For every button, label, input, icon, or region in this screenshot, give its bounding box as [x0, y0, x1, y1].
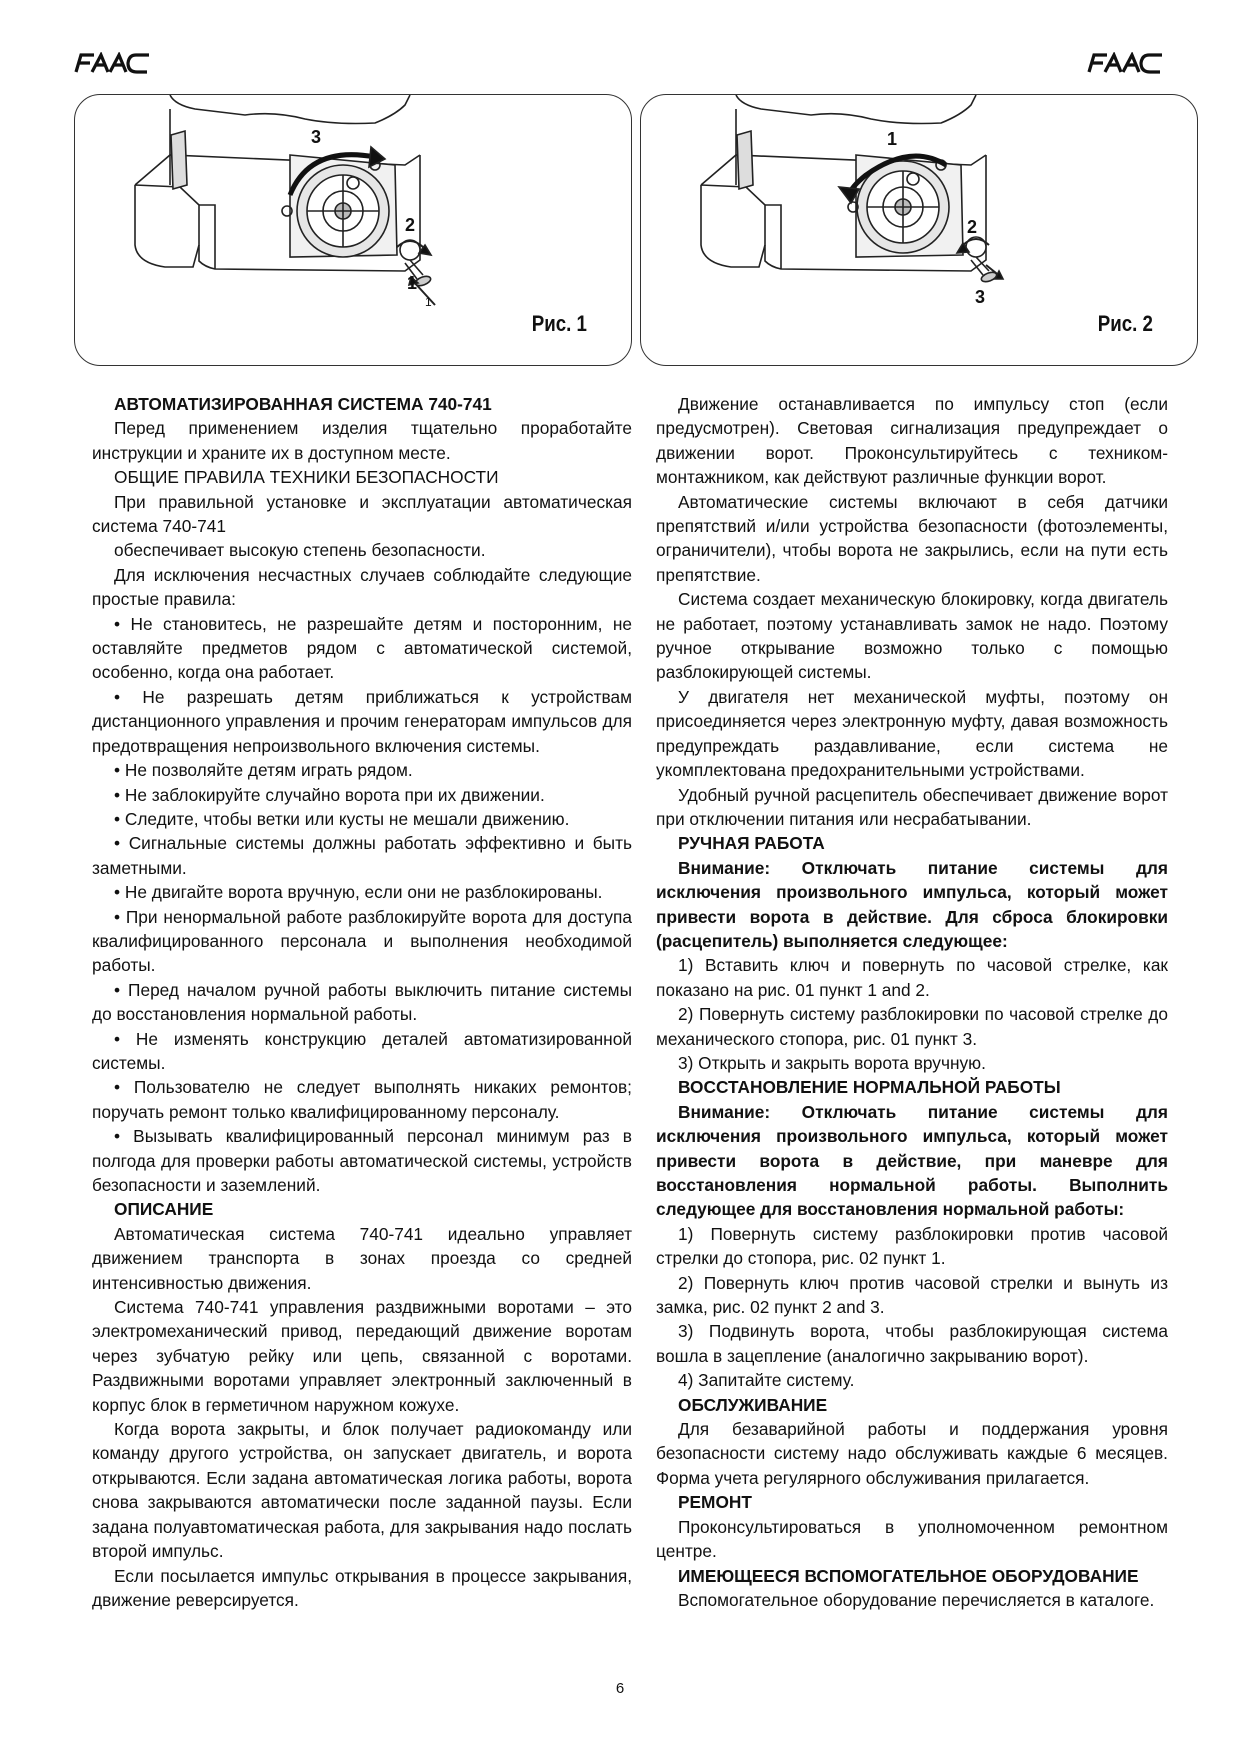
step-label-1: 1 — [887, 129, 898, 149]
paragraph: 1) Повернуть систему разблокировки против часовой стрелки до стопора, рис. 02 пункт 1. — [656, 1223, 1168, 1269]
paragraph: • При ненормальной работе разблокируйте ворота для доступа квалифицированного персонала и выполнения необходимой работы. — [92, 906, 632, 976]
paragraph: Для исключения несчастных случаев соблюдайте следующие простые правила: — [92, 564, 632, 610]
paragraph: 3) Открыть и закрыть ворота вручную. — [678, 1052, 986, 1073]
paragraph: • Перед началом ручной работы выключить питание системы до восстановления нормальной работы. — [92, 979, 632, 1025]
section-heading: РУЧНАЯ РАБОТА — [678, 833, 825, 854]
left-text-column — [92, 392, 632, 1612]
paragraph: • Вызывать квалифицированный персонал минимум раз в полгода для проверки работы автоматической системы, устройств безопасности и заземлений. — [92, 1126, 632, 1195]
paragraph: • Не изменять конструкцию деталей автоматизированной системы. — [92, 1028, 632, 1073]
faac-logo-left — [74, 52, 152, 74]
paragraph: 3) Подвинуть ворота, чтобы разблокирующая система вошла в зацепление (аналогично закрыванию ворот). — [656, 1321, 1168, 1366]
right-text-column — [656, 392, 1168, 1612]
paragraph: Когда ворота закрыты, и блок получает радиокоманду или команду другого устройства, он запускает двигатель, и ворота открываются. Если задана автоматическая логика работы, ворота снова закрываются автоматически после заданной паузы. Если задана полуавтоматическая работа, для закрывания надо послать второй импульс. — [92, 1419, 632, 1562]
paragraph: • Сигнальные системы должны работать эффективно и быть заметными. — [92, 833, 632, 878]
paragraph: обеспечивает высокую степень безопасности. — [114, 540, 486, 561]
paragraph: Автоматические системы включают в себя датчики препятствий и/или устройства безопасности (фотоэлементы, ограничители), чтобы ворота не закрылись, если на пути есть препятствие. — [656, 491, 1168, 585]
paragraph: Проконсультироваться в уполномоченном ремонтном центре. — [656, 1516, 1168, 1562]
paragraph: Автоматическая система 740-741 идеально управляет движением транспорта в зонах проезда со средней интенсивностью движения. — [92, 1223, 632, 1293]
page-number: 6 — [615, 1680, 625, 1697]
paragraph: Система создает механическую блокировку, когда двигатель не работает, поэтому устанавливать замок не надо. Поэтому ручное открывание возможно только с помощью разблокирующей системы. — [656, 589, 1168, 683]
figure-2 — [640, 94, 1198, 366]
paragraph: ОБЩИЕ ПРАВИЛА ТЕХНИКИ БЕЗОПАСНОСТИ — [114, 467, 499, 488]
paragraph: 2) Повернуть ключ против часовой стрелки и вынуть из замка, рис. 02 пункт 2 and 3. — [656, 1272, 1168, 1318]
figure-1 — [74, 94, 632, 366]
section-heading: РЕМОНТ — [678, 1492, 752, 1513]
section-heading: АВТОМАТИЗИРОВАННАЯ СИСТЕМА 740-741 — [114, 394, 492, 414]
section-heading: ОПИСАНИЕ — [114, 1199, 214, 1220]
paragraph: У двигателя нет механической муфты, поэтому он присоединяется через электронную муфту, давая возможность предупреждать раздавливание, если система не укомплектована предохранительными устройствами. — [656, 686, 1168, 781]
paragraph: • Не позволяйте детям играть рядом. — [114, 760, 413, 781]
section-heading: ОБСЛУЖИВАНИЕ — [678, 1394, 828, 1415]
paragraph: • Не двигайте ворота вручную, если они не разблокированы. — [114, 882, 603, 903]
figure-2-caption: Рис. 2 — [1097, 311, 1153, 336]
step-label-3: 3 — [975, 287, 986, 307]
paragraph: 1) Вставить ключ и повернуть по часовой стрелке, как показано на рис. 01 пункт 1 and 2. — [656, 955, 1168, 1000]
paragraph: 2) Повернуть систему разблокировки по часовой стрелке до механического стопора, рис. 01 пункт 3. — [656, 1004, 1168, 1049]
faac-logo-right — [1087, 52, 1165, 74]
paragraph: 4) Запитайте систему. — [678, 1370, 855, 1391]
warning-paragraph: Внимание: Отключать питание системы для исключения произвольного импульса, который может привести ворота в действие. Для сброса блокировки (расцепитель) выполняется следующее: — [656, 857, 1168, 951]
step-label-2: 2 — [405, 215, 416, 235]
step-label-2: 2 — [967, 217, 978, 237]
section-heading: ВОССТАНОВЛЕНИЕ НОРМАЛЬНОЙ РАБОТЫ — [678, 1077, 1061, 1098]
warning-paragraph: Внимание: Отключать питание системы для исключения произвольного импульса, который может привести ворота в действие, при маневре для восстановления нормальной работы. Выполнить следующее для восстановления нормальной работы: — [656, 1101, 1168, 1220]
paragraph: Движение останавливается по импульсу стоп (если предусмотрен). Световая сигнализация предупреждает о движении ворот. Проконсультируйтесь с техником-монтажником, как действуют различные функции ворот. — [656, 394, 1168, 488]
step-label-1: 1 — [407, 273, 418, 293]
paragraph: • Пользователю не следует выполнять никаких ремонтов; поручать ремонт только квалифицированному персоналу. — [92, 1077, 632, 1122]
paragraph: Для безаварийной работы и поддержания уровня безопасности систему надо обслуживать каждые 6 месяцев. Форма учета регулярного обслуживания прилагается. — [656, 1419, 1168, 1488]
paragraph: • Не заблокируйте случайно ворота при их движении. — [114, 784, 545, 805]
step-label-1-small: 1 — [425, 295, 432, 309]
paragraph: Перед применением изделия тщательно проработайте инструкции и храните их в доступном месте. — [92, 418, 632, 463]
paragraph: Система 740-741 управления раздвижными воротами – это электромеханический привод, передающий движение воротам через зубчатую рейку или цепь, связанной с воротами. Раздвижными воротами управляет электронный заключенный в корпус блок в герметичном наружном кожухе. — [92, 1297, 632, 1415]
figure-1-caption: Рис. 1 — [531, 311, 587, 336]
paragraph: • Не становитесь, не разрешайте детям и посторонним, не оставляйте предметов рядом с автоматической системой, особенно, когда она работает. — [92, 613, 632, 683]
section-heading: ИМЕЮЩЕЕСЯ ВСПОМОГАТЕЛЬНОЕ ОБОРУДОВАНИЕ — [678, 1565, 1139, 1586]
paragraph: Вспомогательное оборудование перечисляется в каталоге. — [678, 1589, 1155, 1610]
step-label-3: 3 — [311, 127, 322, 147]
paragraph: Удобный ручной расцепитель обеспечивает движение ворот при отключении питания или несрабатывании. — [656, 784, 1168, 829]
paragraph: • Не разрешать детям приближаться к устройствам дистанционного управления и прочим генераторам импульсов для предотвращения непроизвольного включения системы. — [92, 686, 632, 756]
paragraph: Если посылается импульс открывания в процессе закрывания, движение реверсируется. — [92, 1565, 632, 1610]
paragraph: При правильной установке и эксплуатации автоматическая система 740-741 — [92, 491, 632, 537]
paragraph: • Следите, чтобы ветки или кусты не мешали движению. — [114, 808, 570, 829]
